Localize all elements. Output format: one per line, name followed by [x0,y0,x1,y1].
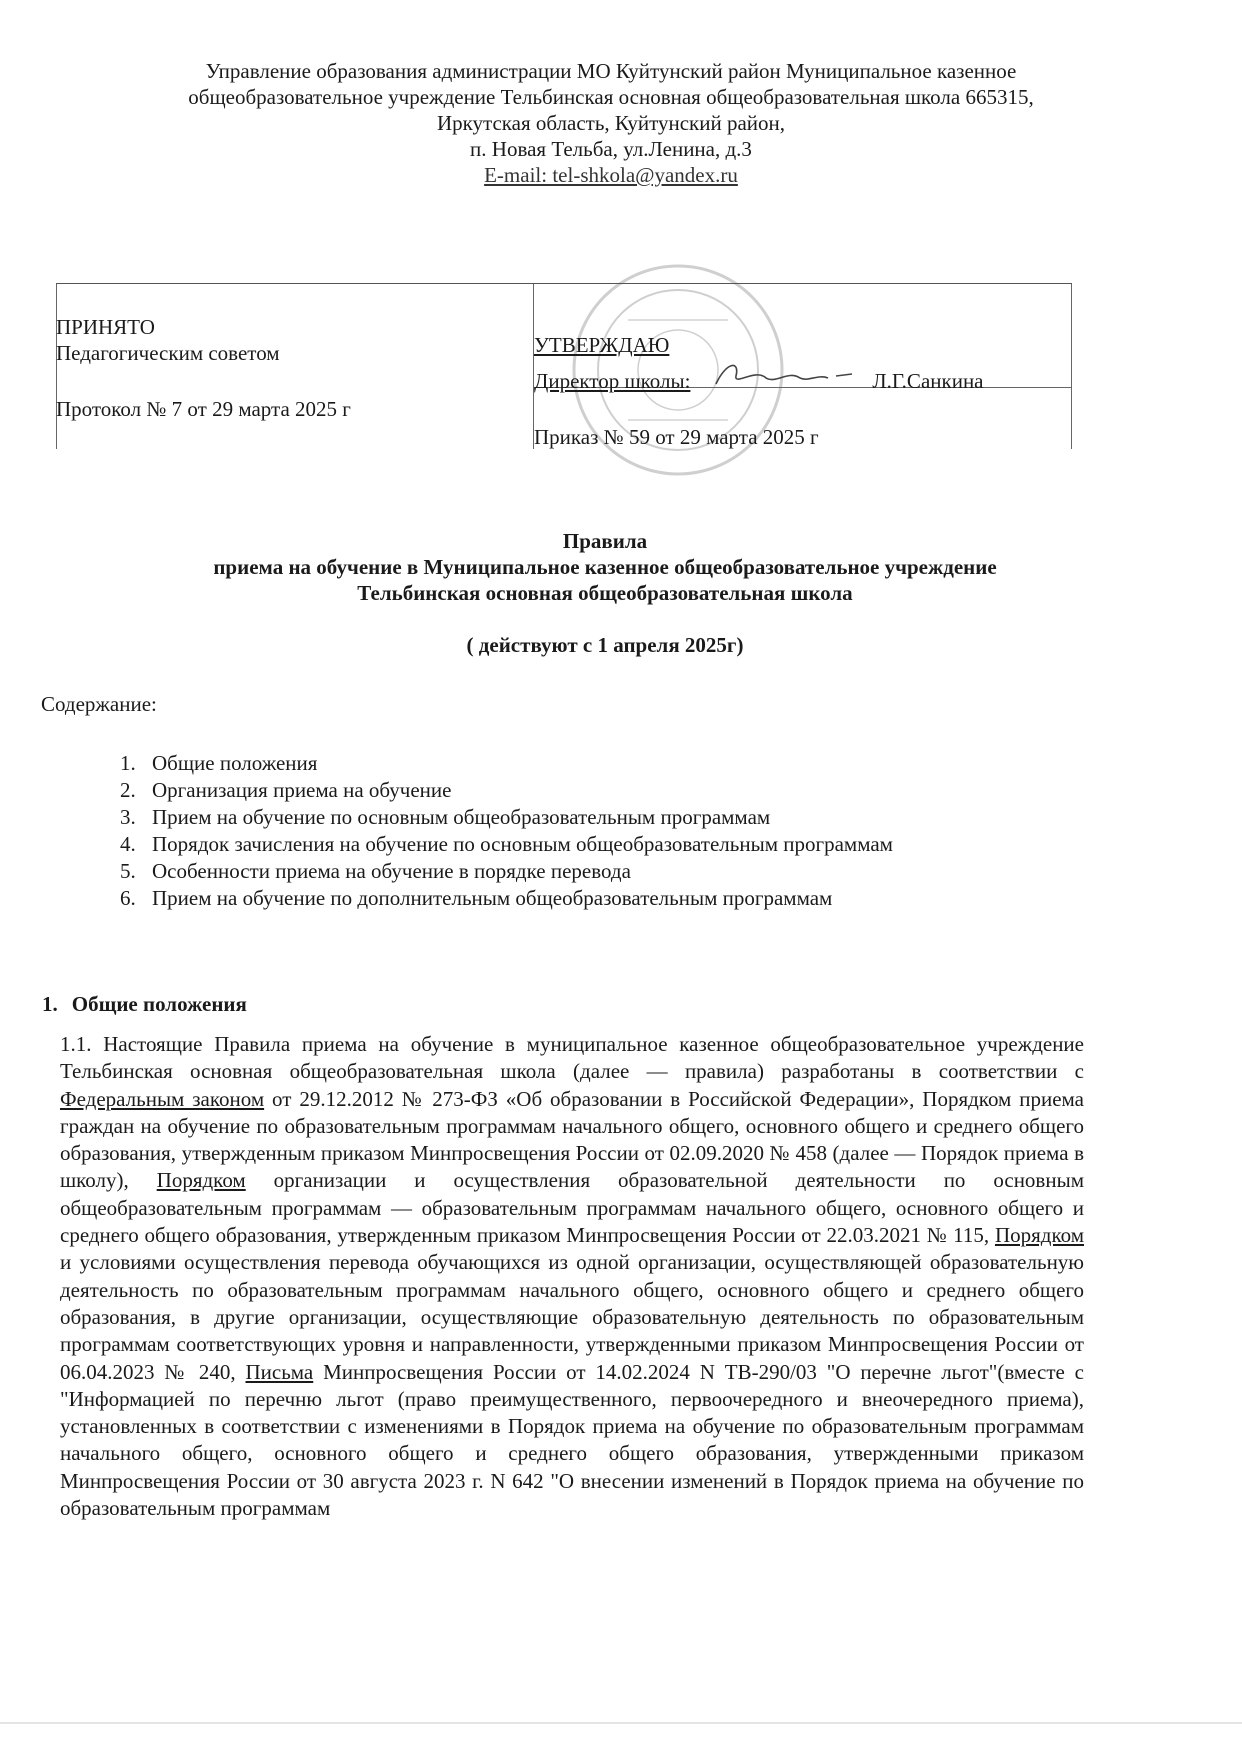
approve-section [534,332,1064,450]
scan-edge [0,1722,1242,1724]
section-number: 1. [42,992,58,1016]
contents-item[interactable]: 5. Особенности приема на обучение в порядке перевода [120,859,631,883]
accepted-by: Педагогическим советом [56,341,280,365]
director-row [534,358,1064,394]
procedure-link[interactable]: Порядком [156,1168,246,1193]
accepted-title: ПРИНЯТО [56,315,155,339]
letterhead-line: общеобразовательное учреждение Тельбинская основная общеобразовательная школа 665315, [188,85,1034,109]
section-heading [42,992,247,1017]
letterhead-line: п. Новая Тельба, ул.Ленина, д.3 [470,137,752,161]
section-paragraph [60,1031,1084,1522]
order-reference: Приказ № 59 от 29 марта 2025 г [534,425,819,449]
procedure-link[interactable]: Порядком [994,1223,1084,1248]
approval-block [56,283,1072,449]
paragraph-text: 1.1. Настоящие Правила приема на обучение в муниципальное казенное общеобразовательное учреждение Тельбинская основная общеобразовательная школа (далее — правила) разработаны в соответствии с [60,1032,1084,1084]
effective-date: ( действуют с 1 апреля 2025г) [466,633,744,657]
contents-list [120,750,893,912]
paragraph-text: Минпросвещения России от 14.02.2024 N ТВ-290/03 "О перечне льгот"(вместе с "Информацией по перечню льгот (право преимущественного, первоочередного и внеочередного приема), установленных в соответствии с изменениями в Порядок приема на обучение по образовательным программам начального общего, основного общего и среднего общего образования, утвержденными приказом Минпросвещения России от 30 августа 2023 г. N 642 "О внесении изменений в Порядок приема на обучение по образовательным программам [60,1359,1085,1521]
letterhead-line: Иркутская область, Куйтунский район, [436,111,786,135]
paragraph-text: организации и осуществления образовательной деятельности по основным общеобразовательным программам — образовательным программам начального общего, основного общего и среднего общего образования, утвержденным приказом Минпросвещения России от 22.03.2021 № 115, [60,1168,1084,1248]
title-line: приема на обучение в Муниципальное казенное общеобразовательное учреждение [213,555,997,579]
title-line: Правила [562,529,648,553]
accepted-protocol: Протокол № 7 от 29 марта 2025 г [56,397,351,421]
director-label: Директор школы: [534,369,691,393]
contents-heading: Содержание: [41,692,157,716]
director-name: Л.Г.Санкина [872,369,984,393]
contents-item[interactable]: 4. Порядок зачисления на обучение по основным общеобразовательным программам [120,832,893,856]
contents-item[interactable]: 1. Общие положения [120,751,318,775]
law-link[interactable]: Федеральным законом [60,1086,265,1111]
title-line: Тельбинская основная общеобразовательная школа [357,581,853,605]
table-border [1071,284,1072,449]
paragraph-text: от 29.12.2012 № 273-ФЗ «Об образовании в Российской Федерации», Порядком приема граждан на обучение по образовательным программам начального общего, основного общего и среднего общего образования, утвержденным приказом Минпросвещения России от 02.09.2020 № 458 (далее — Порядок приема в школу), [60,1086,1084,1193]
paragraph-text: и условиями осуществления перевода обучающихся из одной организации, осуществляющей образовательную деятельность по образовательным программам начального общего, основного общего и среднего общего образования, в другие организации, осуществляющие образовательную деятельность по образовательным программам соответствующих уровня и направленности, утвержденными приказом Минпросвещения России от 06.04.2023 № 240, [60,1250,1084,1384]
letterhead [40,58,1182,188]
document-title [40,528,1170,658]
approve-title: УТВЕРЖДАЮ [534,333,670,357]
section-title: Общие положения [71,992,247,1016]
contents-item[interactable]: 6. Прием на обучение по дополнительным общеобразовательным программам [120,886,833,910]
email-link[interactable]: E-mail: tel-shkola@yandex.ru [484,163,738,187]
letterhead-line: Управление образования администрации МО Куйтунский район Муниципальное казенное [205,59,1017,83]
letter-link[interactable]: Письма [245,1359,314,1384]
contents-item[interactable]: 2. Организация приема на обучение [120,778,452,802]
accepted-section [56,314,351,422]
director-signature [696,358,856,388]
contents-item[interactable]: 3. Прием на обучение по основным общеобразовательным программам [120,805,771,829]
